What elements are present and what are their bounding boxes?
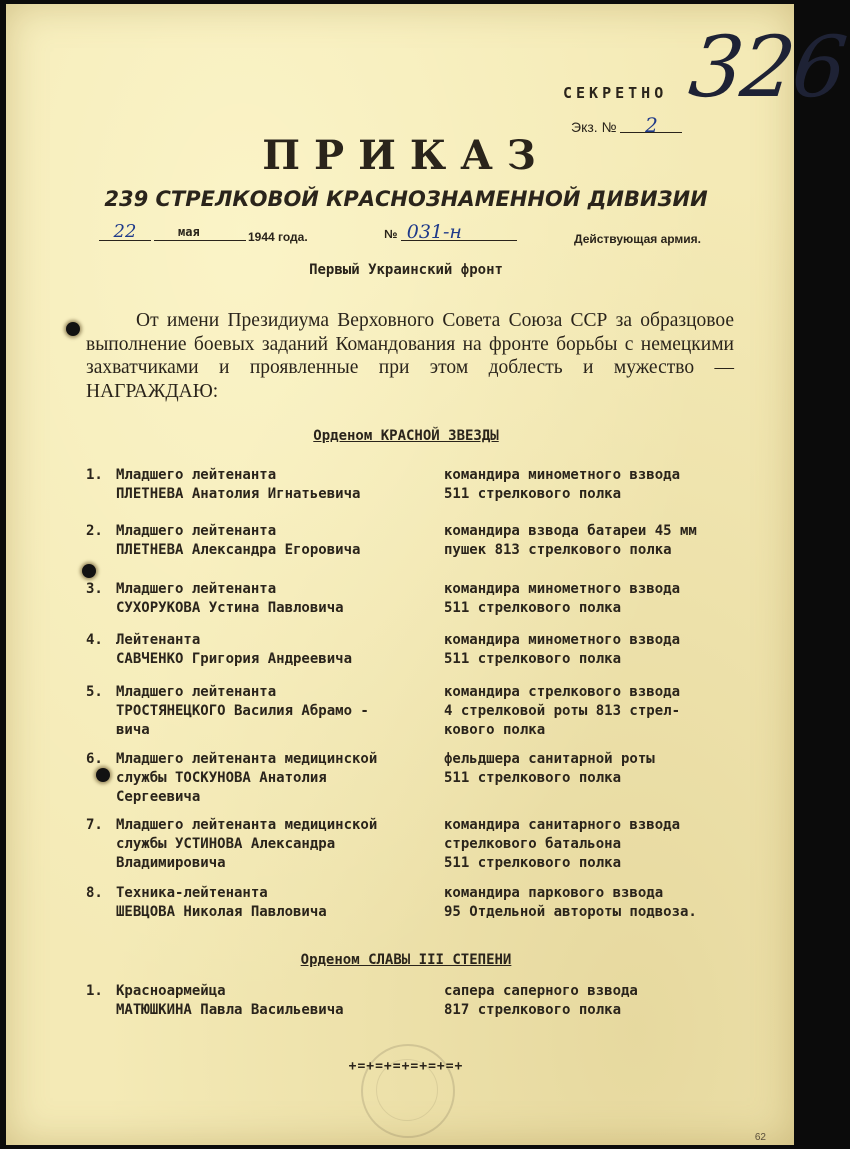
order-number-line bbox=[384, 221, 517, 243]
date-month: мая bbox=[154, 224, 246, 241]
date-day: 22 bbox=[99, 224, 151, 241]
footer-number: 62 bbox=[754, 1132, 766, 1143]
entry-number: 1. bbox=[86, 467, 103, 483]
entry-role: командира санитарного взвода стрелкового батальона 511 стрелкового полка bbox=[444, 817, 681, 871]
page-subtitle: 239 СТРЕЛКОВОЙ КРАСНОЗНАМЕННОЙ ДИВИЗИИ bbox=[104, 187, 708, 211]
document-page bbox=[6, 4, 850, 1145]
entry-person: Красноармейца МАТЮШКИНА Павла Васильевича bbox=[116, 983, 344, 1018]
closing-rule: +=+=+=+=+=+=+ bbox=[348, 1059, 464, 1074]
section-title-red-star: Орденом КРАСНОЙ ЗВЕЗДЫ bbox=[313, 428, 499, 444]
entry-role: командира минометного взвода 511 стрелкового полка bbox=[444, 467, 681, 502]
entry-person: Лейтенанта САВЧЕНКО Григория Андреевича bbox=[116, 632, 353, 667]
entry-role: сапера саперного взвода 817 стрелкового полка bbox=[444, 983, 638, 1018]
entry-person: Младшего лейтенанта медицинской службы УСТИНОВА Александра Владимировича bbox=[116, 817, 378, 871]
order-label: № bbox=[384, 227, 398, 241]
punch-hole bbox=[66, 322, 80, 336]
punch-hole bbox=[96, 768, 110, 782]
entry-role: командира взвода батареи 45 мм пушек 813 стрелкового полка bbox=[444, 523, 697, 558]
entry-person: Техника-лейтенанта ШЕВЦОВА Николая Павловича bbox=[116, 885, 327, 920]
section-title-glory: Орденом СЛАВЫ III СТЕПЕНИ bbox=[300, 952, 512, 968]
entry-role: командира стрелкового взвода 4 стрелковой роты 813 стрел- кового полка bbox=[444, 684, 681, 738]
entry-number: 5. bbox=[86, 684, 103, 700]
entry-number: 6. bbox=[86, 751, 103, 767]
preamble bbox=[86, 309, 734, 403]
entry-role: командира минометного взвода 511 стрелкового полка bbox=[444, 632, 681, 667]
entry-person: Младшего лейтенанта СУХОРУКОВА Устина Павловича bbox=[116, 581, 344, 616]
entry-number: 4. bbox=[86, 632, 103, 648]
order-number: 031-н bbox=[401, 224, 517, 241]
handwritten-number: 326 bbox=[684, 18, 850, 116]
place-label: Действующая армия. bbox=[574, 232, 702, 246]
entry-number: 8. bbox=[86, 885, 103, 901]
entry-person: Младшего лейтенанта ТРОСТЯНЕЦКОГО Василия Абрамо - вича bbox=[116, 684, 369, 738]
entry-number: 1. bbox=[86, 983, 103, 999]
date-year: 1944 года. bbox=[248, 230, 308, 244]
entry-number: 7. bbox=[86, 817, 103, 833]
entry-role: командира минометного взвода 511 стрелкового полка bbox=[444, 581, 681, 616]
preamble-text: От имени Президиума Верховного Совета Союза ССР за образцовое выполнение боевых заданий Командования на фронте борьбы с немецкими захватчиками и проявленные при этом доблесть и мужество — НАГРАЖДАЮ: bbox=[86, 310, 734, 402]
page-title: ПРИКАЗ bbox=[262, 132, 550, 179]
entry-person: Младшего лейтенанта медицинской службы ТОСКУНОВА Анатолия Сергеевича bbox=[116, 751, 378, 805]
copy-label: Экз. № bbox=[571, 119, 617, 135]
entry-role: командира паркового взвода 95 Отдельной автороты подвоза. bbox=[444, 885, 697, 920]
entry-person: Младшего лейтенанта ПЛЕТНЕВА Александра Егоровича bbox=[116, 523, 361, 558]
punch-hole bbox=[82, 564, 96, 578]
entry-number: 2. bbox=[86, 523, 103, 539]
entry-number: 3. bbox=[86, 581, 103, 597]
copy-number: 2 bbox=[620, 118, 682, 133]
entry-person: Младшего лейтенанта ПЛЕТНЕВА Анатолия Игнатьевича bbox=[116, 467, 361, 502]
entry-role: фельдшера санитарной роты 511 стрелкового полка bbox=[444, 751, 655, 786]
secret-label: СЕКРЕТНО bbox=[563, 84, 668, 102]
front-name: Первый Украинский фронт bbox=[309, 262, 503, 278]
